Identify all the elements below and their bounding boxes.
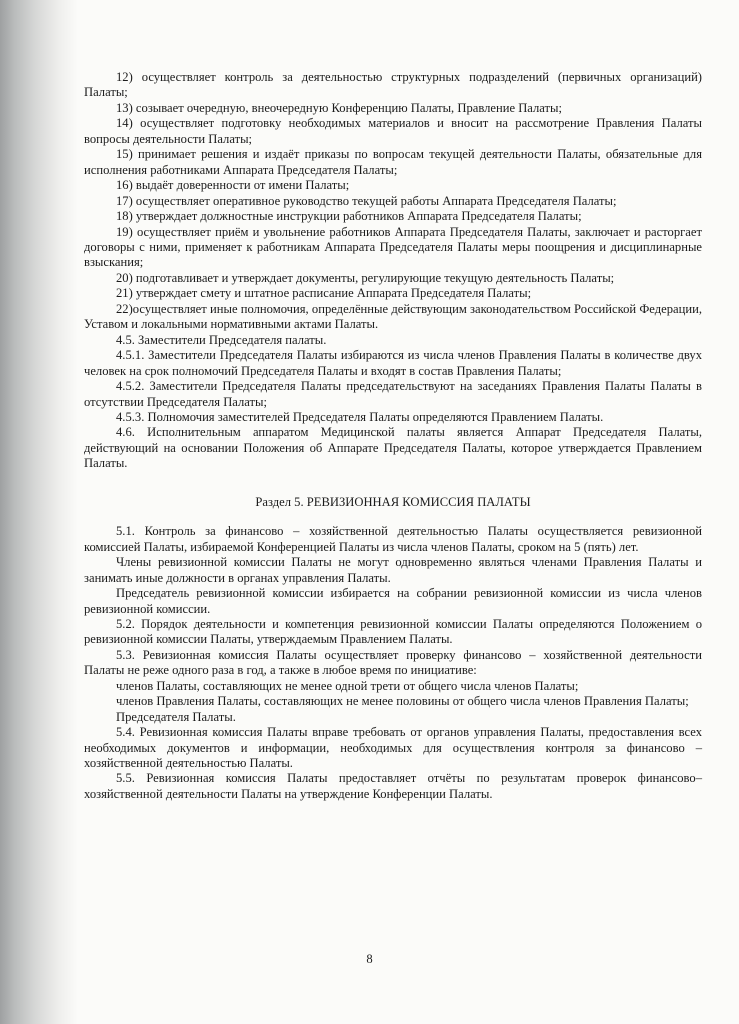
paragraph: 4.5.2. Заместители Председателя Палаты председательствуют на заседаниях Правления Палаты Палаты в отсутствии Председателя Палаты; — [84, 379, 702, 409]
paragraph: Председатель ревизионной комиссии избирается на собрании ревизионной комиссии из числа членов ревизионной комиссии. — [84, 586, 702, 616]
paragraph: 16) выдаёт доверенности от имени Палаты; — [116, 178, 350, 193]
paragraph: 14) осуществляет подготовку необходимых материалов и вносит на рассмотрение Правления Палаты вопросы деятельности Палаты; — [84, 116, 702, 146]
paragraph: 18) утверждает должностные инструкции работников Аппарата Председателя Палаты; — [116, 209, 582, 224]
paragraph: 5.5. Ревизионная комиссия Палаты предоставляет отчёты по результатам проверок финансово–хозяйственной деятельности Палаты на утверждение Конференции Палаты. — [84, 771, 702, 801]
section-heading: Раздел 5. РЕВИЗИОННАЯ КОМИССИЯ ПАЛАТЫ — [255, 494, 531, 509]
paragraph: 19) осуществляет приём и увольнение работников Аппарата Председателя Палаты, заключает и расторгает договоры с ними, применяет к работникам Аппарата Председателя Палаты меры поощрения и дисциплинарные взыскания; — [84, 224, 702, 270]
paragraph: 5.3. Ревизионная комиссия Палаты осуществляет проверку финансово – хозяйственной деятельности Палаты не реже одного раза в год, а также в любое время по инициативе: — [84, 647, 702, 678]
paragraph: Члены ревизионной комиссии Палаты не могут одновременно являться членами Правления Палаты и занимать иные должности в органах управления Палаты. — [84, 555, 702, 585]
paragraph: 5.2. Порядок деятельности и компетенция ревизионной комиссии Палаты определяются Положением о ревизионной комиссии Палаты, утверждаемым Правлением Палаты. — [84, 616, 702, 647]
paragraph: членов Правления Палаты, составляющих не менее половины от общего числа членов Правления Палаты; — [116, 694, 689, 709]
paragraph: 17) осуществляет оперативное руководство текущей работы Аппарата Председателя Палаты; — [116, 193, 617, 208]
paragraph: 5.4. Ревизионная комиссия Палаты вправе требовать от органов управления Палаты, предоставления всех необходимых документов и информации, необходимых для осуществления контроля за финансово – хозяйственной деятельностью Палаты. — [84, 725, 702, 771]
paragraph: 5.1. Контроль за финансово – хозяйственной деятельностью Палаты осуществляется ревизионной комиссией Палаты, избираемой Конференцией Палаты из числа членов Палаты, сроком на 5 (пять) лет. — [84, 524, 702, 554]
paragraph: 20) подготавливает и утверждает документы, регулирующие текущую деятельность Палаты; — [116, 270, 615, 285]
paragraph: 4.5. Заместители Председателя палаты. — [116, 332, 327, 347]
paragraph: Председателя Палаты. — [116, 709, 236, 724]
paragraph: 12) осуществляет контроль за деятельностью структурных подразделений (первичных организаций) Палаты; — [84, 70, 702, 100]
paragraph: 4.5.3. Полномочия заместителей Председателя Палаты определяются Правлением Палаты. — [116, 409, 604, 424]
paragraph: членов Палаты, составляющих не менее одной трети от общего числа членов Палаты; — [116, 678, 579, 693]
paragraph: 4.6. Исполнительным аппаратом Медицинской палаты является Аппарат Председателя Палаты, действующий на основании Положения об Аппарате Председателя Палаты, которое утверждается Правлением Палаты. — [84, 425, 702, 471]
paragraph: 22)осуществляет иные полномочия, определённые действующим законодательством Российской Федерации, Уставом и локальными нормативными актами Палаты. — [84, 301, 702, 332]
document-body — [84, 70, 702, 802]
paragraph: 15) принимает решения и издаёт приказы по вопросам текущей деятельности Палаты, обязательные для исполнения работниками Аппарата Председателя Палаты; — [84, 147, 702, 177]
paragraph: 4.5.1. Заместители Председателя Палаты избираются из числа членов Правления Палаты в количестве двух человек на срок полномочий Председателя Палаты и входят в состав Правления Палаты; — [84, 348, 702, 378]
binding-shadow — [0, 0, 78, 1024]
paragraph: 13) созывает очередную, внеочередную Конференцию Палаты, Правление Палаты; — [116, 100, 563, 115]
paragraph: 21) утверждает смету и штатное расписание Аппарата Председателя Палаты; — [116, 286, 532, 301]
page-number: 8 — [366, 952, 373, 966]
